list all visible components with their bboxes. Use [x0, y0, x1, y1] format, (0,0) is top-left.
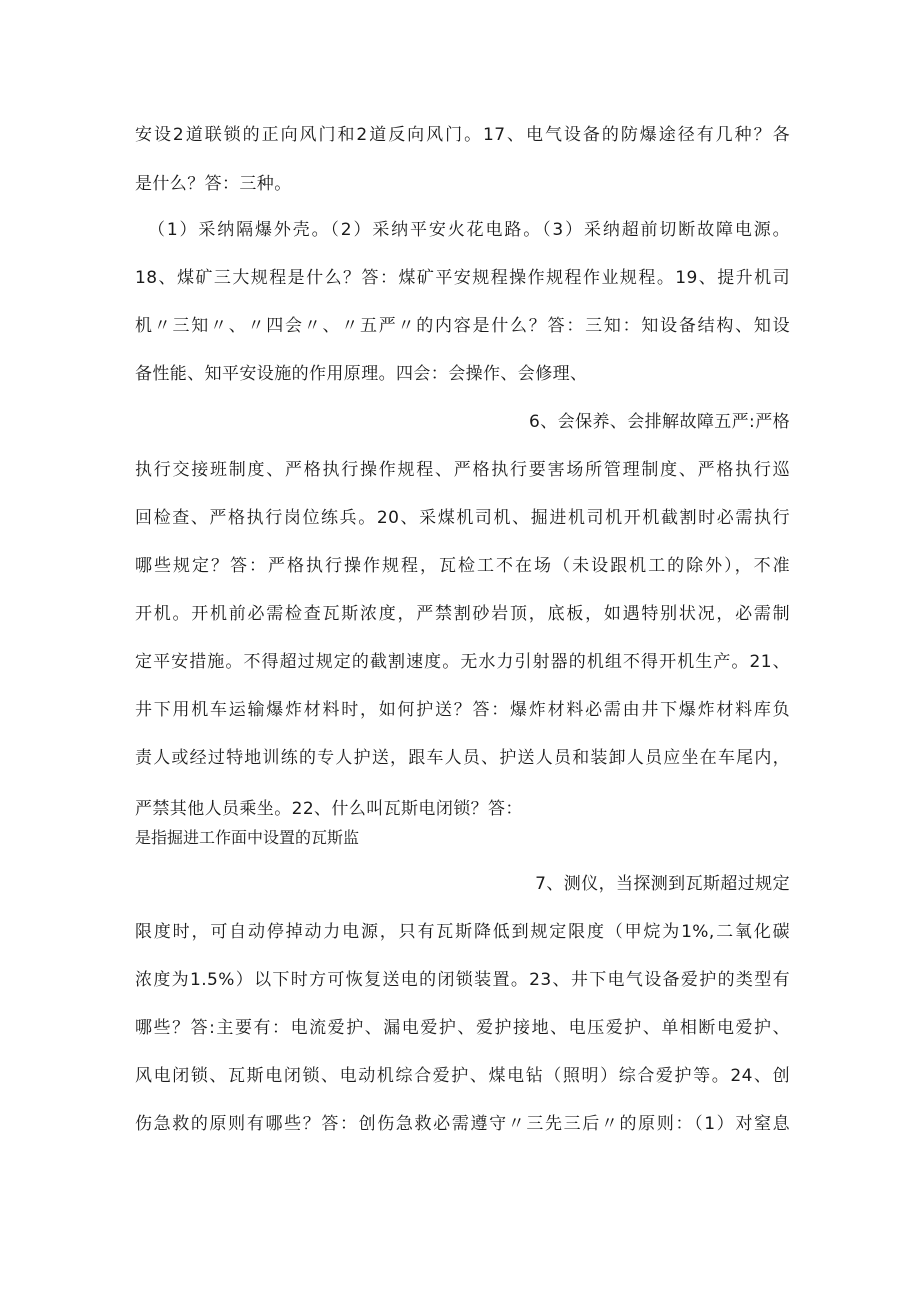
text-line-11: 开机。开机前必需检查瓦斯浓度，严禁割砂岩顶，底板，如遇特别状况，必需制 [135, 604, 790, 624]
text-line-9: 回检查、严格执行岗位练兵。20、采煤机司机、掘进机司机开机截割时必需执行 [135, 508, 790, 528]
text-line-15: 严禁其他人员乘坐。22、什么叫瓦斯电闭锁？答： [135, 799, 523, 819]
text-line-14: 责人或经过特地训练的专人护送，跟车人员、护送人员和装卸人员应坐在车尾内， [135, 748, 790, 768]
text-line-10: 哪些规定？答：严格执行操作规程，瓦检工不在场（未设跟机工的除外），不准 [135, 556, 790, 576]
text-line-21: 风电闭锁、瓦斯电闭锁、电动机综合爱护、煤电钻（照明）综合爱护等。24、创 [135, 1066, 790, 1086]
text-line-12: 定平安措施。不得超过规定的截割速度。无水力引射器的机组不得开机生产。21、 [135, 652, 790, 672]
text-line-1: 安设2道联锁的正向风门和2道反向风门。17、电气设备的防爆途径有几种？各 [135, 125, 790, 145]
text-line-7: 6、会保养、会排解故障五严:严格 [529, 412, 790, 432]
text-line-6: 备性能、知平安设施的作用原理。四会：会操作、会修理、 [135, 364, 588, 384]
text-line-19: 浓度为1.5%）以下时方可恢复送电的闭锁装置。23、井下电气设备爱护的类型有 [135, 970, 790, 990]
text-line-17: 7、测仪，当探测到瓦斯超过规定 [535, 874, 790, 894]
text-line-8: 执行交接班制度、严格执行操作规程、严格执行要害场所管理制度、严格执行巡 [135, 460, 790, 480]
text-line-5: 机〃三知〃、〃四会〃、〃五严〃的内容是什么？答：三知：知设备结构、知设 [135, 316, 790, 336]
text-line-13: 井下用机车运输爆炸材料时，如何护送？答：爆炸材料必需由井下爆炸材料库负 [135, 700, 790, 720]
text-line-18: 限度时，可自动停掉动力电源，只有瓦斯降低到规定限度（甲烷为1%,二氧化碳 [135, 922, 790, 942]
text-line-2: 是什么？答：三种。 [135, 174, 292, 194]
text-line-22: 伤急救的原则有哪些？答：创伤急救必需遵守〃三先三后〃的原则：（1）对窒息 [135, 1114, 790, 1134]
text-line-20: 哪些？答:主要有：电流爱护、漏电爱护、爱护接地、电压爱护、单相断电爱护、 [135, 1018, 790, 1038]
text-line-4: 18、煤矿三大规程是什么？答：煤矿平安规程操作规程作业规程。19、提升机司 [135, 268, 790, 288]
text-line-16: 是指掘进工作面中设置的瓦斯监 [135, 828, 360, 847]
text-line-3: （1）采纳隔爆外壳。（2）采纳平安火花电路。（3）采纳超前切断故障电源。 [148, 220, 790, 240]
